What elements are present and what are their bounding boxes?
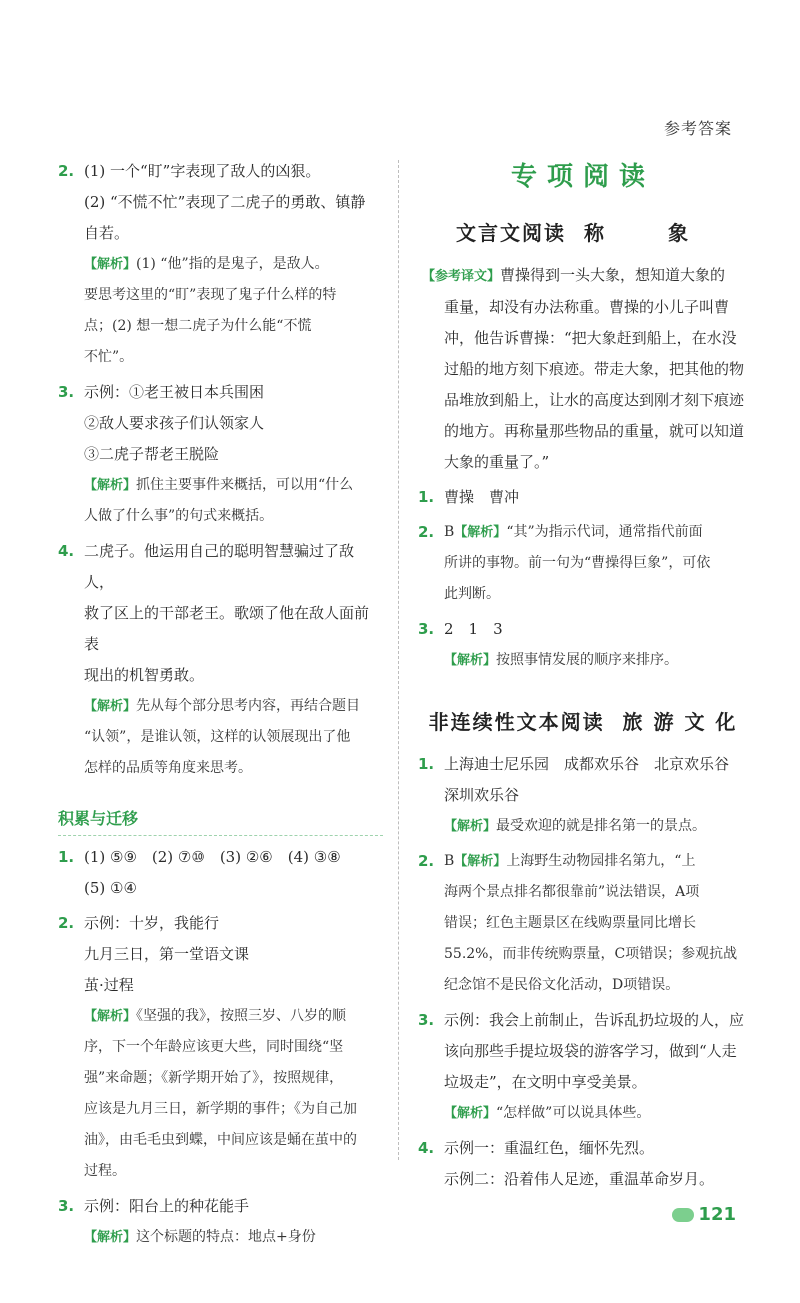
analysis-line: 序，下一个年龄应该更大些，同时围绕“坚: [84, 1039, 344, 1055]
item-number: 4.: [58, 542, 75, 560]
analysis-line: 强”来命题；《新学期开始了》，按照规律，: [84, 1070, 344, 1086]
item-number: 3.: [418, 1011, 435, 1029]
analysis-line: 海两个景点排名都很靠前”说法错误，A项: [444, 884, 700, 900]
answer-item-r3: [418, 614, 748, 676]
right-column: [418, 152, 748, 1195]
answer-item-s3: [58, 1191, 383, 1253]
analysis-line: 应该是九月三日，新学期的事件；《为自己加: [84, 1101, 357, 1117]
analysis-line: B【解析】上海野生动物园排名第九，“上: [444, 853, 696, 869]
answer-line: 曹操 曹冲: [444, 488, 520, 506]
answer-line: 示例一：重温红色，缅怀先烈。: [444, 1139, 655, 1157]
analysis-line: 【解析】按照事情发展的顺序来排序。: [444, 652, 679, 668]
analysis-line: 过程。: [84, 1163, 126, 1179]
analysis-line: 此判断。: [444, 586, 500, 602]
answer-item-t4: [418, 1133, 748, 1195]
analysis-line: “认领”，是谁认领，这样的认领展现出了他: [84, 729, 351, 745]
analysis-line: 【解析】最受欢迎的就是排名第一的景点。: [444, 818, 707, 834]
answer-line: 示例：我会上前制止，告诉乱扔垃圾的人，应: [444, 1011, 745, 1029]
special-reading-title: 专项阅读: [510, 162, 655, 192]
page-number-badge-icon: [672, 1208, 694, 1222]
answer-line: 2 1 3: [444, 620, 503, 638]
item-number: 2.: [418, 523, 435, 541]
analysis-line: 油》，由毛毛虫到蝶，中间应该是蛹在茧中的: [84, 1132, 357, 1148]
answer-line: 该向那些手提垃圾袋的游客学习，做到“人走: [444, 1042, 737, 1060]
item-number: 3.: [58, 383, 75, 401]
item-number: 1.: [418, 755, 435, 773]
analysis-line: 【解析】《坚强的我》，按照三岁、八岁的顺: [84, 1008, 347, 1024]
answer-line: 示例：阳台上的种花能手: [84, 1197, 250, 1215]
analysis-tag: 【解析】: [84, 257, 137, 272]
answer-line: (2) “不慌不忙”表现了二虎子的勇敢、镇静: [84, 193, 366, 211]
answer-item-t3: [418, 1005, 748, 1129]
answer-item-t1: [418, 749, 748, 842]
answer-line: 九月三日，第一堂语文课: [84, 945, 250, 963]
answer-item-4: [58, 536, 383, 784]
answer-item-2: [58, 156, 383, 373]
reference-tag: 【参考译文】: [422, 269, 501, 284]
answer-item-3: [58, 377, 383, 532]
analysis-line: 纪念馆不是民俗文化活动，D项错误。: [444, 977, 680, 993]
answer-line: 二虎子。他运用自己的聪明智慧骗过了敌人，: [84, 542, 355, 591]
analysis-line: 【解析】“怎样做”可以说具体些。: [444, 1105, 651, 1121]
answer-line: (1) ⑤⑨ (2) ⑦⑩ (3) ②⑥ (4) ③⑧: [84, 848, 341, 866]
analysis-line: 【解析】这个标题的特点：地点+身份: [84, 1229, 316, 1245]
answer-item-r2: [418, 517, 748, 610]
analysis-tag: 【解析】: [84, 1230, 137, 1245]
item-number: 3.: [58, 1197, 75, 1215]
nontext-reading-title: 非连续性文本阅读 旅 游 文 化: [428, 710, 738, 734]
left-column: [58, 152, 383, 1253]
answer-line: 上海迪士尼乐园 成都欢乐谷 北京欢乐谷: [444, 755, 730, 773]
section-title: 积累与迁移: [58, 806, 383, 836]
column-divider: [398, 160, 399, 1160]
answer-line: 现出的机智勇敢。: [84, 666, 205, 684]
answer-item-s2: [58, 908, 383, 1187]
analysis-tag: 【解析】: [84, 1009, 137, 1024]
analysis-line: 【解析】抓住主要事件来概括，可以用“什么: [84, 477, 354, 493]
answer-line: (5) ①④: [84, 879, 137, 897]
answer-line: 示例：十岁，我能行: [84, 914, 220, 932]
item-number: 4.: [418, 1139, 435, 1157]
answer-item-t2: [418, 846, 748, 1001]
answer-line: ③二虎子帮老王脱险: [84, 445, 220, 463]
page-number: 121: [672, 1204, 736, 1225]
analysis-tag: 【解析】: [454, 854, 507, 869]
analysis-tag: 【解析】: [444, 1106, 497, 1121]
analysis-tag: 【解析】: [84, 478, 137, 493]
answer-item-s1: [58, 842, 383, 904]
item-number: 1.: [418, 488, 435, 506]
analysis-tag: 【解析】: [444, 653, 497, 668]
analysis-line: 所讲的事物。前一句为“曹操得巨象”，可依: [444, 555, 711, 571]
answer-line: 示例二：沿着伟人足迹，重温革命岁月。: [444, 1170, 715, 1188]
item-number: 1.: [58, 848, 75, 866]
answer-line: 救了区上的干部老王。歌颂了他在敌人面前表: [84, 604, 370, 653]
analysis-line: B【解析】“其”为指示代词，通常指代前面: [444, 524, 703, 540]
analysis-line: 55.2%，而非传统购票量，C项错误；参观抗战: [444, 946, 738, 962]
analysis-line: 错误；红色主题景区在线购票量同比增长: [444, 915, 696, 931]
header-label: 参考答案: [663, 119, 732, 138]
answer-line: (1) 一个“盯”字表现了敌人的凶狠。: [84, 162, 321, 180]
item-number: 2.: [58, 162, 75, 180]
reference-translation: 【参考译文】曹操得到一头大象，想知道大象的 重量，却没有办法称重。曹操的小儿子叫曹 冲，他告诉曹操：“把大象赶到船上，在水没 过船的地方刻下痕迹。带走大象，把其他的物 品堆放到船上，让水的高度达到刚才刻下痕迹 的地方。再称量那些物品的重量，就可以知道 大象的重量了。”: [422, 266, 745, 471]
answer-line: 垃圾走”，在文明中享受美景。: [444, 1073, 647, 1091]
analysis-tag: 【解析】: [444, 819, 497, 834]
analysis-line: 怎样的品质等角度来思考。: [84, 760, 252, 776]
answer-line: 示例：①老王被日本兵围困: [84, 383, 265, 401]
analysis-line: 【解析】(1) “他”指的是鬼子，是敌人。: [84, 256, 329, 272]
classical-reading-title: 文言文阅读 称 象: [456, 221, 710, 245]
item-number: 2.: [58, 914, 75, 932]
analysis-line: 人做了什么事”的句式来概括。: [84, 508, 274, 524]
analysis-line: 【解析】先从每个部分思考内容，再结合题目: [84, 698, 361, 714]
answer-line: 自若。: [84, 224, 130, 242]
answer-line: 深圳欢乐谷: [444, 786, 520, 804]
analysis-line: 点；(2) 想一想二虎子为什么能“不慌: [84, 318, 312, 334]
analysis-line: 要思考这里的“盯”表现了鬼子什么样的特: [84, 287, 337, 303]
analysis-tag: 【解析】: [84, 699, 137, 714]
answer-item-r1: [418, 482, 748, 513]
answer-line: 茧·过程: [84, 976, 134, 994]
item-number: 2.: [418, 852, 435, 870]
answer-line: ②敌人要求孩子们认领家人: [84, 414, 265, 432]
item-number: 3.: [418, 620, 435, 638]
analysis-tag: 【解析】: [454, 525, 507, 540]
analysis-line: 不忙”。: [84, 349, 134, 365]
